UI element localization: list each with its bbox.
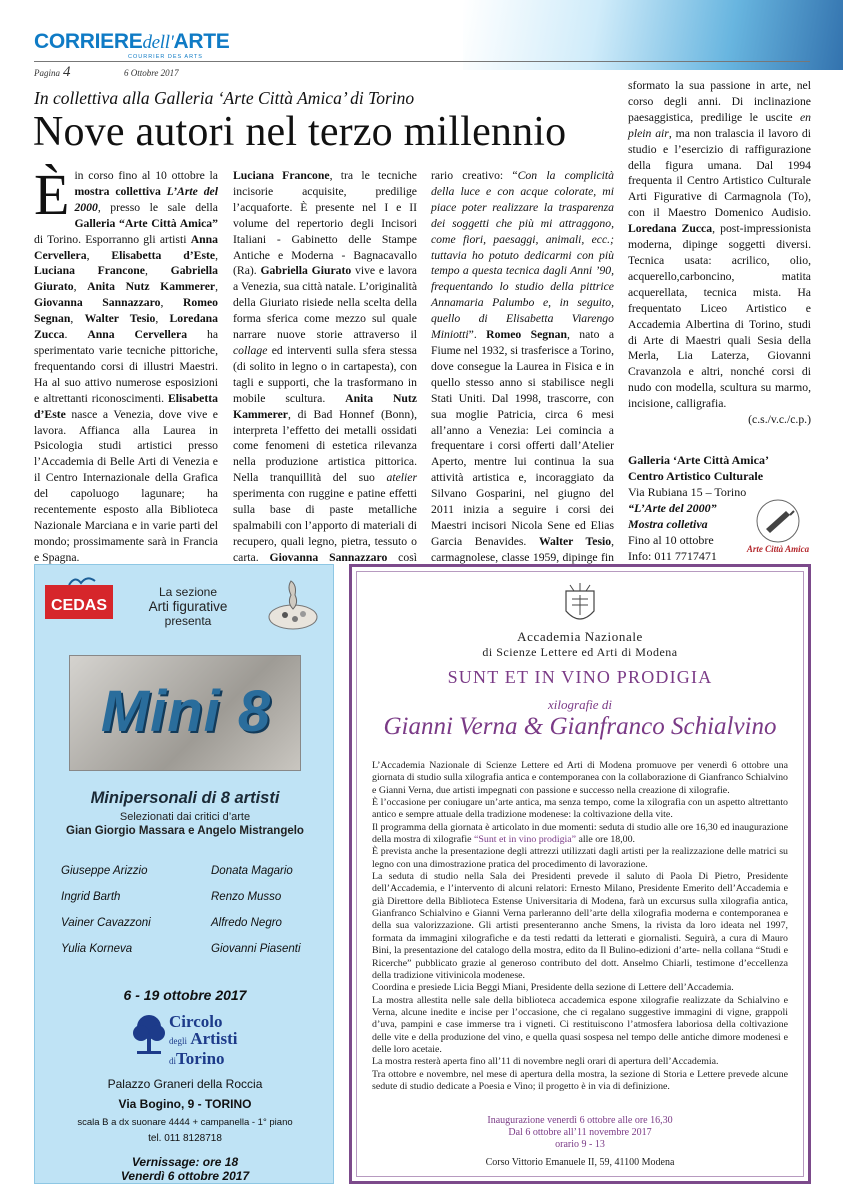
- text-run: mostra collettiva: [74, 184, 167, 198]
- page-label-text: Pagina: [34, 68, 60, 78]
- artist-name: Donata Magario: [211, 865, 293, 877]
- vernissage-time: Vernissage: ore 18: [131, 1155, 239, 1169]
- info-show: “L’Arte del 2000”: [628, 501, 717, 515]
- text-run: Walter Tesio: [538, 534, 612, 548]
- author-signature: (c.s./v.c./c.p.): [748, 413, 811, 427]
- text-run: Elisabetta d’Este: [34, 391, 218, 421]
- text-run: ,: [155, 312, 170, 326]
- circolo-name: [169, 1013, 238, 1070]
- exhibition-title: SUNT ET IN VINO PRODIGIA: [447, 667, 713, 687]
- text-run: , ma non tralascia il lavoro di studio e l’esercizio di raffigurazione della figura umana. Dal 1994 frequenta il Centro Artistico Culturale Arti Figurative di Carmagnola (To), con il Maestro Domenico Audisio.: [628, 126, 812, 220]
- text-run: ,: [215, 248, 218, 262]
- accademia-body: [372, 760, 788, 1093]
- article-column-2-text: [233, 169, 417, 580]
- body-paragraph: È l’occasione per coniugare un’arte antica, ma senza tempo, come la xilografia con un aspetto altrettanto antico e sempre attuale della tradizione modenese: la coltivazione della vite.: [372, 797, 788, 821]
- text-run: Giovanna Sannazzaro: [269, 550, 388, 564]
- text-run: ,: [215, 280, 219, 294]
- artist-name: Vainer Cavazzoni: [61, 917, 151, 929]
- article-column-4: [628, 78, 811, 428]
- circolo-line-2: [169, 1030, 238, 1050]
- text-run: Romeo Segnan: [34, 296, 218, 326]
- body-text: Il programma della giornata è articolato in due momenti: seduta di studio alle ore 16,30 ed inaugurazione della mostra di xilografie: [372, 821, 788, 846]
- venue-address: Via Bogino, 9 - TORINO: [118, 1097, 252, 1111]
- accademia-address: Corso Vittorio Emanuele II, 59, 41100 Modena: [485, 1157, 675, 1168]
- venue-directions: scala B a dx suonare 4444 + campanella - 1° piano: [77, 1117, 293, 1128]
- article-column-1-text: [34, 162, 219, 564]
- info-centre: Centro Artistico Culturale: [628, 469, 764, 483]
- text-run: ha sperimentato varie tecniche pittoriche, frequentando corsi di illustri Maestri. Ha al suo attivo numerose esposizioni e altrettanti riconoscimenti.: [34, 328, 219, 405]
- info-type: Mostra colletiva: [628, 517, 708, 531]
- masthead-splash-image: [463, 0, 843, 70]
- mini8-title: Mini 8: [100, 679, 272, 744]
- mini8-image: [69, 655, 301, 771]
- palette-sculpture-icon: [263, 575, 323, 635]
- artist-name: Alfredo Negro: [211, 917, 282, 929]
- text-run: Gabriella Giurato: [260, 264, 352, 278]
- text-run: L’Arte del 2000: [74, 184, 218, 214]
- info-until: Fino al 10 ottobre: [628, 533, 714, 547]
- text-run: , di Bad Honnef (Bonn), interpreta l’effetto dei metalli ossidati come fenomeni di estetica rilevanza nella produzione artistica pittorica. Nella tranquillità del suo: [233, 407, 417, 485]
- body-paragraph: È prevista anche la presentazione degli attrezzi utilizzati dagli artisti per la realizzazione delle matrici su legno con una dimostrazione pratica del procedimento di lavorazione.: [372, 846, 788, 870]
- text-run: .: [64, 328, 88, 342]
- section-line-1: La sezione: [158, 585, 218, 599]
- logo-main: CORRIERE: [34, 30, 143, 53]
- body-highlight: “Sunt et in vino prodigia”: [474, 834, 577, 846]
- article-kicker: In collettiva alla Galleria ‘Arte Città Amica’ di Torino: [34, 88, 415, 108]
- text-run: Luciana Francone: [233, 169, 330, 182]
- logo-subtitle: COURRIER DES ARTS: [128, 54, 203, 60]
- artist-name: Renzo Musso: [211, 891, 282, 903]
- drop-cap: È: [34, 162, 70, 227]
- artist-name: Giuseppe Arizzio: [61, 865, 148, 877]
- artist-name: Giovanni Piasenti: [211, 943, 301, 955]
- text-run: en plein air: [628, 110, 811, 140]
- text-run: , nato a Fiume nel 1932, si trasferisce a Torino, dove consegue la Laurea in Fisica e in quello stesso anno si stabilisce negli Stati Uniti. Dal 1998, trascorre, con sua moglie Patricia, circa 6 mesi all’anno a Venezia: Lei comincia a frequentare i corsi offerti dall’Atelier Aperto, mentre lui continua la sua attività artistica e, incoraggiato da Silvano Gosparini, nel giugno del 2011 inizia a seguire i corsi dei Maestri incisori Nicola Sene ed Elias Garcia Benavides.: [431, 328, 615, 548]
- gallery-logo-icon: [746, 497, 810, 555]
- accademia-name-1: Accademia Nazionale: [517, 629, 643, 644]
- opening-hours: orario 9 - 13: [555, 1139, 605, 1150]
- text-run: Galleria “Arte Città Amica”: [74, 216, 218, 230]
- xilografie-label: xilografie di: [548, 697, 612, 712]
- text-run: Anita Nutz Kammerer: [87, 280, 216, 294]
- venue-name: Palazzo Graneri della Roccia: [107, 1077, 263, 1091]
- text-run: Con la complicità della luce e con acque colorate, mi piace poter realizzare la trasparenza dei soggetti che più mi attraggono, come fiori, paesaggi, animali, ecc.; tuttavia ho potuto dedicarmi con più tempo a questa tecnica dagli Anni ’90, frequentando lo studio della pittrice Annamaria Palumbo e, in seguito, quello di Elisabetta Viarengo Miniotti: [431, 169, 614, 342]
- gallery-logo-text: Arte Città Amica: [746, 544, 810, 554]
- text-run: ed interventi sulla sfera stessa (di solito in legno o in cartapesta), con tagli e supporti, che la trasformano in mobile scultura.: [233, 343, 417, 405]
- exhibition-dates: 6 - 19 ottobre 2017: [123, 987, 247, 1003]
- text-run: Elisabetta d’Este: [111, 248, 216, 262]
- info-address: Via Rubiana 15 – Torino: [628, 485, 747, 499]
- accademia-name-2: di Scienze Lettere ed Arti di Modena: [482, 645, 678, 659]
- section-line-2: Arti figurative: [148, 598, 228, 614]
- exhibition-period: Dal 6 ottobre all’11 novembre 2017: [508, 1127, 652, 1138]
- logo-dell: dell': [142, 32, 174, 53]
- circolo-tree-icon: [131, 1013, 167, 1057]
- text-run: nasce a Venezia, dove vive e lavora. Affianca alla Laurea in Psicologia studi artistici presso l’Accademia di Belle Arti di Venezia e il Centro Internazionale della Grafica del capoluogo lagunare; ha recentemente esposto alla Biblioteca Nazionale Marciana e in varie parti del mondo; prossimamente sarà in Francia e Spagna.: [34, 407, 218, 564]
- header-divider: [34, 61, 810, 62]
- article-column-1: [34, 162, 219, 566]
- body-paragraph: La seduta di studio nella Sala dei Presidenti prevede il saluto di Paola Di Pietro, Presidente dell’Accademia, e l’intervento di alcuni relatori: Ernesto Milano, Presidente Emerito dell’Accademia e già Direttore della Biblioteca Estense Universitaria di Modena, farà un excursus sulla xilografia antica, Gianfranco Schialvino e Gianni Verna parleranno dell’arte della xilografia moderna e contemporanea e della sua valorizzazione. Gli artisti presenteranno anche Smens, la rivista da loro ideata nel 1997, formata da immagini xilografiche e da testi redatti da letterati e giornalisti. Seguirà, a cura di Mauro Bini, la presentazione del catalogo della mostra, edito da Il Bulino-edizioni d’arte- nella collana “Studi e Ricerche” pubblicato grazie al generoso contributo del dott. Anselmo Chiarli, testimone d’eccellenza della tradizione vitivinicola modenese.: [372, 871, 788, 981]
- section-heading: [123, 585, 253, 629]
- circolo-line-3: [169, 1050, 238, 1070]
- page-label: [34, 64, 71, 81]
- text-run: ”.: [468, 328, 487, 342]
- body-paragraph: [372, 822, 788, 847]
- text-run: Loredana Zucca: [34, 312, 219, 342]
- text-run: ,: [145, 264, 171, 278]
- text-run: , tra le tecniche incisorie acquisite, predilige l’acquaforte. È presente nel I e II volume del repertorio degli Incisori Italiani - Gabinetto delle Stampe Antiche e Moderna - Bagnacavallo (Ra).: [233, 169, 417, 278]
- body-paragraph: La mostra allestita nelle sale della biblioteca accademica espone xilografie realizzate da Schialvino e Verna, alcune inedite e incise per l’occasione, che ci regalano suggestive immagini di vigne, grappoli d’uva, pampini e case immerse tra i vigneti. Ci restituiscono l’atmosfera laboriosa della coltivazione delle vite e della produzione del vino, e quella quasi sospesa nel tempo delle antiche dimore modenesi e delle loro acetaie.: [372, 994, 788, 1055]
- accademia-advertisement: [349, 564, 811, 1184]
- info-gallery: Galleria ‘Arte Città Amica’: [628, 453, 769, 467]
- text-run: ,: [73, 280, 88, 294]
- circolo-di: di: [169, 1056, 177, 1066]
- text-run: rario creativo: “: [431, 169, 518, 182]
- masthead: [0, 0, 843, 88]
- text-run: di Torino. Esporranno gli artisti: [34, 232, 191, 246]
- accademia-crest-icon: [560, 581, 600, 631]
- curators-line: Selezionati dai critici d’arte: [119, 811, 251, 823]
- exhibition-artists: Gianni Verna & Gianfranco Schialvino: [383, 713, 777, 740]
- body-paragraph: Coordina e presiede Licia Beggi Miani, Presidente della sezione di Lettere dell’Accademia.: [372, 982, 734, 994]
- cedas-logo: CEDAS: [45, 585, 113, 619]
- text-run: ,: [86, 248, 112, 262]
- text-run: , carmagnolese, classe 1959, dipinge fin: [431, 534, 614, 564]
- text-run: , presso le sale della: [97, 200, 218, 214]
- body-paragraph: Tra ottobre e novembre, nel mese di apertura della mostra, la sezione di Storia e Lettere prevede alcune sedute di studio dedicate a Poesia e Vino; il progetto è in via di definizione.: [372, 1068, 788, 1092]
- vernissage-date: Venerdì 6 ottobre 2017: [120, 1169, 250, 1183]
- text-run: collage: [233, 343, 268, 357]
- text-run: Luciana Francone: [34, 264, 145, 278]
- venue-phone: tel. 011 8128718: [148, 1133, 222, 1144]
- text-run: sformato la sua passione in arte, nel corso degli anni. Di inclinazione paesaggistica, predilige le uscite: [628, 79, 811, 124]
- text-run: Anita Nutz Kammerer: [233, 391, 417, 421]
- circolo-line-1: Circolo: [169, 1012, 223, 1031]
- inauguration-line: Inaugurazione venerdì 6 ottobre alle ore 16,30: [487, 1115, 673, 1126]
- text-run: sperimenta con ruggine e patine effetti sulla base di paste metalliche spalmabili con l’apporto di materiali di recupero, quali legno, pietra, tessuto o carta.: [233, 487, 417, 564]
- article-column-3: [431, 168, 614, 582]
- text-run: ,: [160, 296, 183, 310]
- text-run: atelier: [386, 471, 417, 485]
- text-run: ,: [70, 312, 85, 326]
- section-line-3: presenta: [164, 614, 212, 628]
- circolo-torino: Torino: [176, 1049, 225, 1068]
- body-paragraph: L’Accademia Nazionale di Scienze Lettere ed Arti di Modena promuove per venerdì 6 ottobre una giornata di studio sulla xilografia antica e contemporanea con la collaborazione di Gianfranco Schialvino e Gianni Verna, due artisti impegnati con passione e successo nella creazione di xilografie.: [372, 760, 788, 796]
- curators-names: Gian Giorgio Massara e Angelo Mistrangelo: [66, 825, 304, 837]
- logo-arte: ARTE: [173, 30, 230, 53]
- info-phone: Info: 011 7717471: [628, 549, 717, 563]
- body-paragraph: La mostra resterà aperta fino all’11 di novembre negli orari di apertura dell’Accademia.: [372, 1056, 719, 1068]
- article-column-2: [233, 168, 417, 582]
- text-run: vive e lavora a Venezia, sua città natale. L’originalità della Giuriato risiede nella scelta della forma sferica come mezzo sul quale narrare nuove storie attraverso il: [233, 264, 418, 342]
- text-run: in corso fino al 10 ottobre la: [74, 169, 218, 182]
- artist-name: Ingrid Barth: [61, 891, 121, 903]
- text-run: così: [398, 550, 418, 564]
- mini8-subtitle: Minipersonali di 8 artisti: [90, 789, 280, 807]
- newspaper-logo: [34, 30, 229, 54]
- text-run: Walter Tesio: [84, 312, 156, 326]
- article-headline: Nove autori nel terzo millennio: [33, 109, 567, 155]
- circolo-degli: degli: [169, 1036, 187, 1046]
- text-run: Anna Cervellera: [34, 232, 218, 262]
- issue-date: 6 Ottobre 2017: [124, 68, 179, 78]
- text-run: Anna Cervellera: [87, 328, 188, 342]
- text-run: Loredana Zucca: [628, 222, 713, 236]
- cedas-advertisement: [34, 564, 334, 1184]
- text-run: Giovanna Sannazzaro: [34, 296, 161, 310]
- text-run: Romeo Segnan: [486, 328, 567, 342]
- body-text: alle ore 18,00.: [576, 834, 636, 846]
- article-column-4-text: [628, 79, 811, 410]
- artist-name: Yulia Korneva: [61, 943, 133, 955]
- text-run: Gabriella Giurato: [34, 264, 219, 294]
- page-number: 4: [63, 64, 71, 80]
- circolo-artisti: Artisti: [190, 1029, 238, 1048]
- text-run: , post-impressionista moderna, dipinge soggetti diversi. Tecnica usata: acrilico, olio, acquerello,carboncino, matita acquerellata, tecnica mista. Ha frequentato Liceo Artistico e Accademia Albertina di Torino, studi di Arte di Maestri quali Sesia della Merla, Lia Laterza, Giovanni Cravanzola e altri, nonché corsi di nudo con modella, scultura su marmo, incisione, calligrafia.: [628, 222, 811, 411]
- article-column-3-text: [431, 169, 614, 580]
